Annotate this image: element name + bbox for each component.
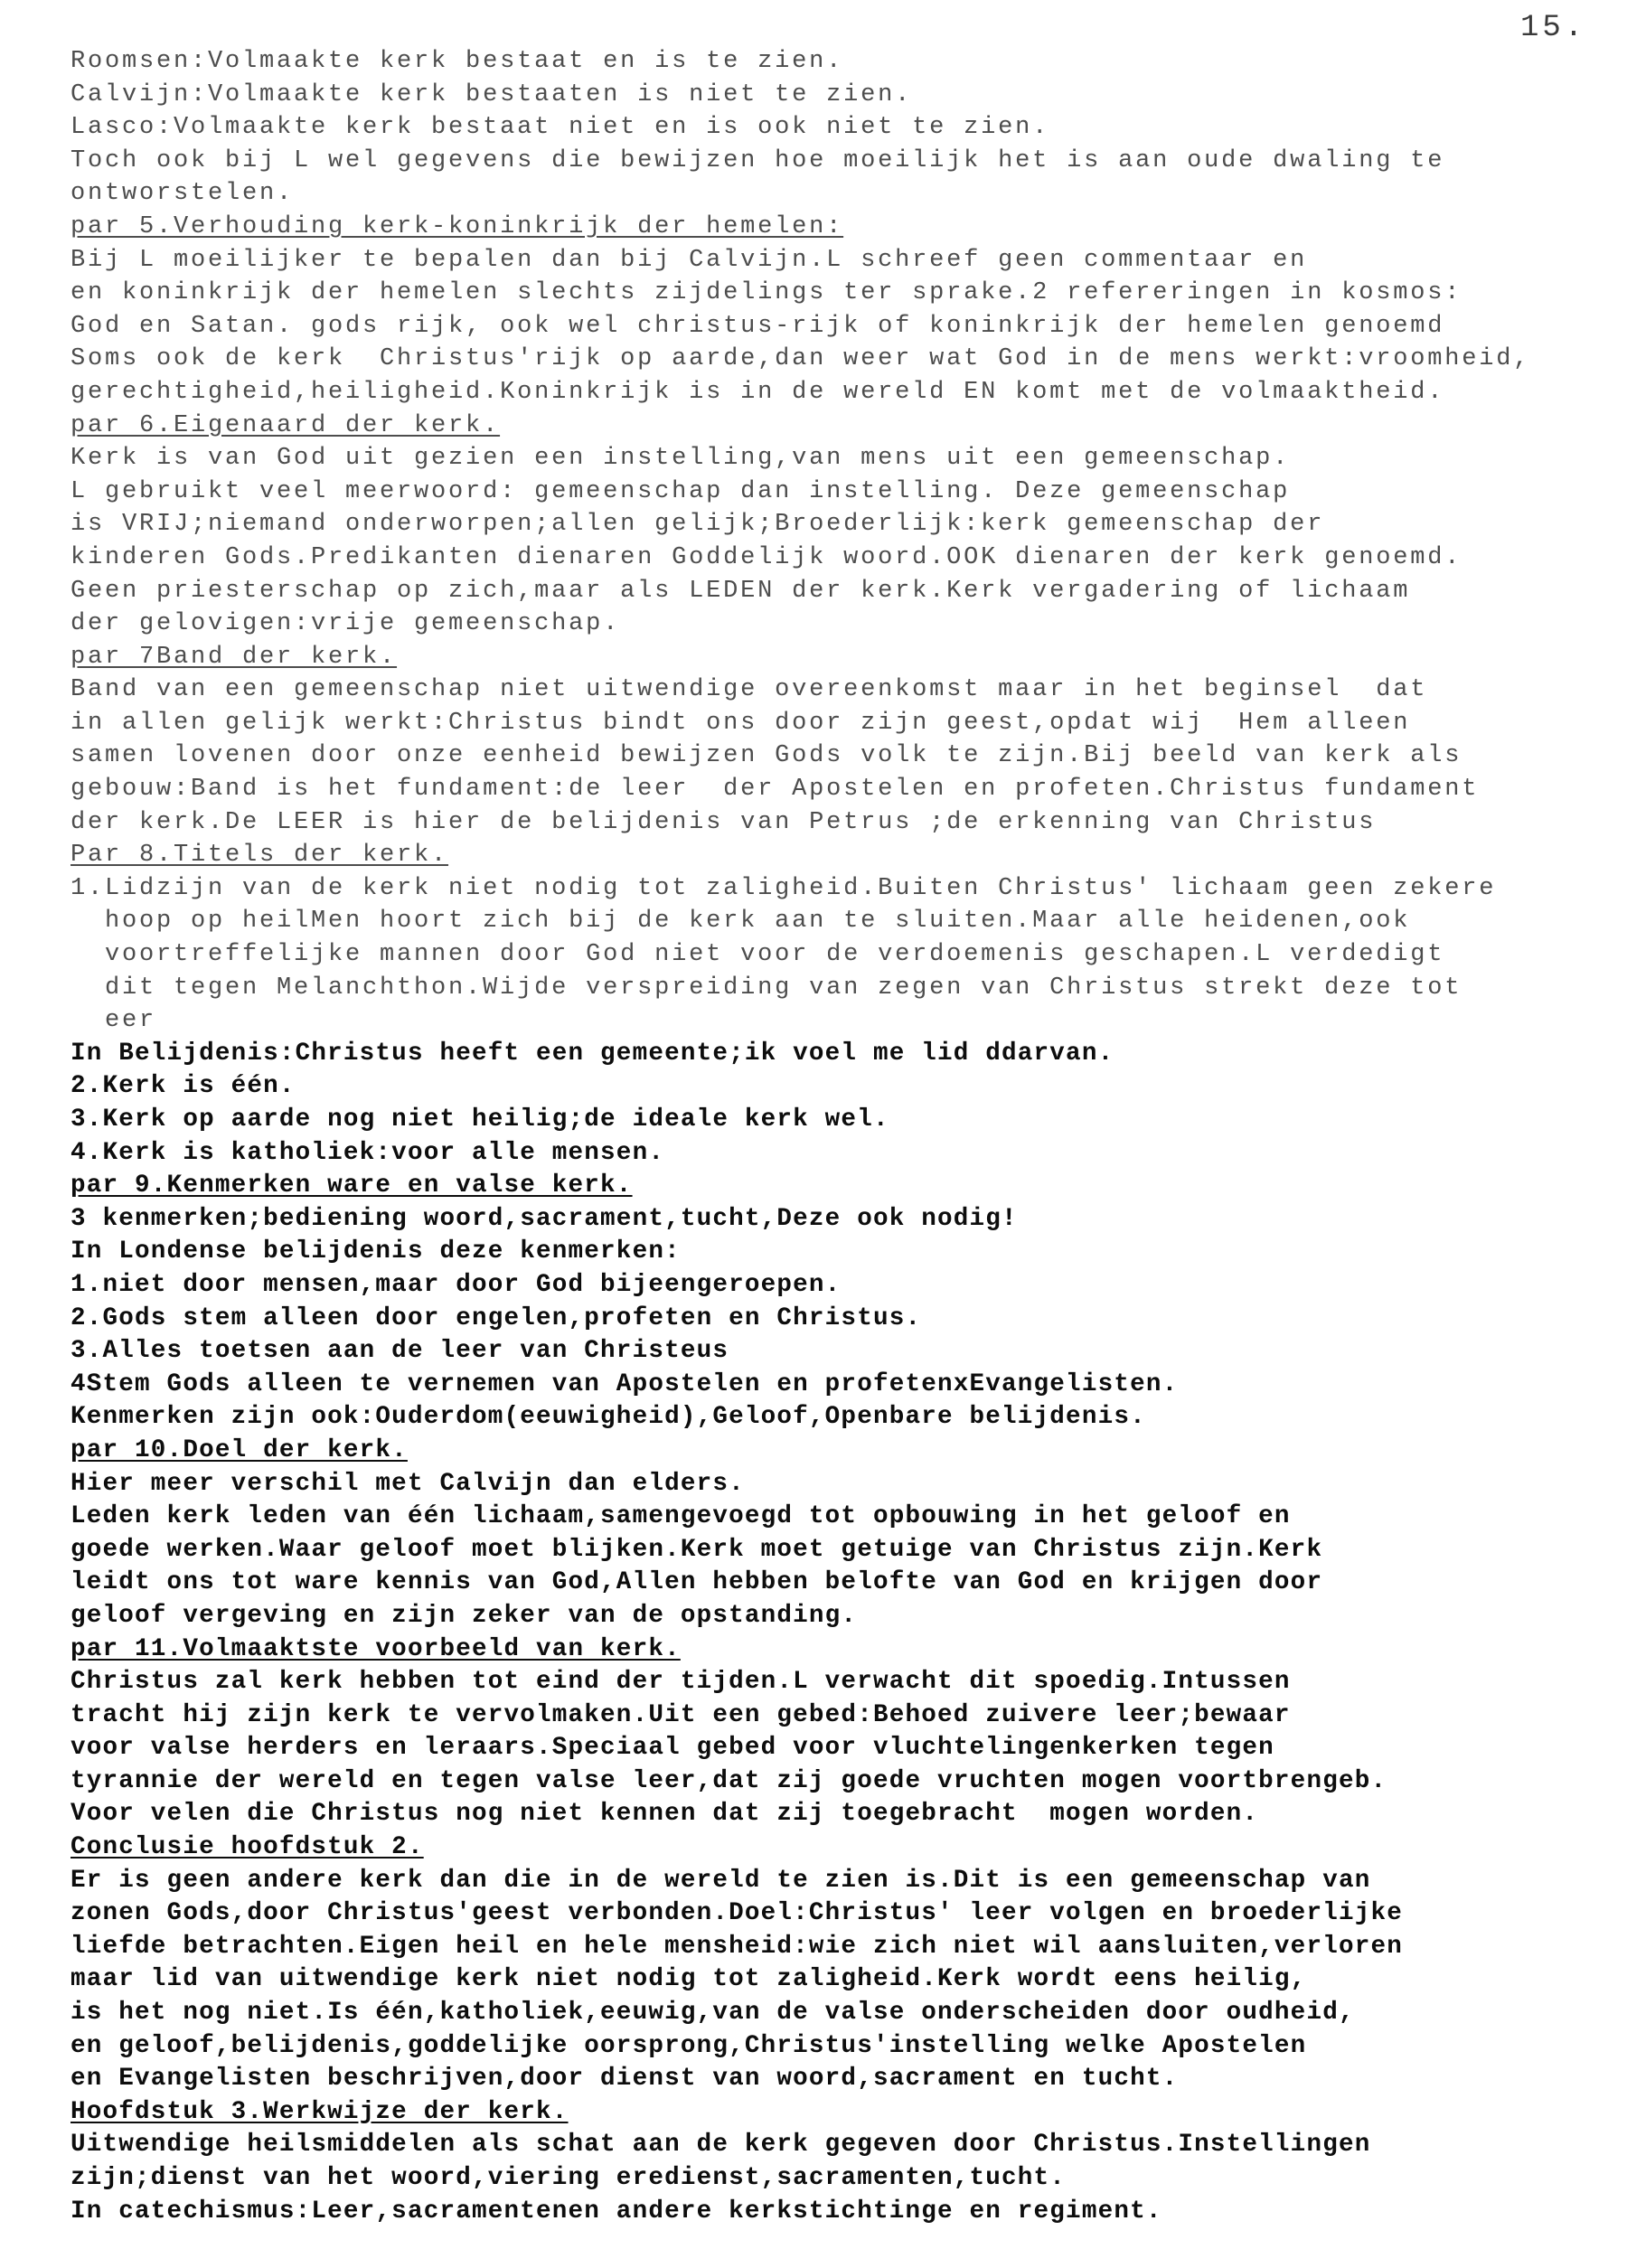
text-line: Christus zal kerk hebben tot eind der tijden.L verwacht dit spoedig.Intussen [71, 1668, 1291, 1697]
text-line: samen lovenen door onze eenheid bewijzen Gods volk te zijn.Bij beeld van kerk als [71, 742, 1462, 770]
text-line: en geloof,belijdenis,goddelijke oorsprong,Christus'instelling welke Apostelen [71, 2031, 1307, 2060]
text-line: voor valse herders en leraars.Speciaal gebed voor vluchtelingenkerken tegen [71, 1734, 1274, 1763]
text-line: goede werken.Waar geloof moet blijken.Kerk moet getuige van Christus zijn.Kerk [71, 1535, 1323, 1564]
text-line: Er is geen andere kerk dan die in de wereld te zien is.Dit is een gemeenschap van [71, 1866, 1371, 1895]
text-line: zonen Gods,door Christus'geest verbonden.Doel:Christus' leer volgen en broederlijke [71, 1899, 1403, 1928]
text-line: is het nog niet.Is één,katholiek,eeuwig,van de valse onderscheiden door oudheid, [71, 1999, 1355, 2028]
text-line: Band van een gemeenschap niet uitwendige overeenkomst maar in het beginsel dat [71, 676, 1428, 704]
section-heading: par 7Band der kerk. [71, 643, 398, 671]
text-line: 3 kenmerken;bediening woord,sacrament,tucht,Deze ook nodig! [71, 1204, 1018, 1233]
text-line: Hier meer verschil met Calvijn dan elders. [71, 1469, 745, 1498]
text-line: Geen priesterschap op zich,maar als LEDEN der kerk.Kerk vergadering of lichaam [71, 577, 1411, 605]
text-line: en Evangelisten beschrijven,door dienst van woord,sacrament en tucht. [71, 2065, 1179, 2094]
text-line: Voor velen die Christus nog niet kennen dat zij toegebracht mogen worden. [71, 1800, 1259, 1829]
text-line: voortreffelijke mannen door God niet voor de verdoemenis geschapen.L verdedigt [105, 941, 1445, 969]
text-line: tyrannie der wereld en tegen valse leer,dat zij goede vruchten mogen voortbrengeb. [71, 1766, 1387, 1795]
text-line: hoop op heilMen hoort zich bij de kerk aan te sluiten.Maar alle heidenen,ook [105, 908, 1411, 936]
text-line: In Belijdenis:Christus heeft een gemeente;ik voel me lid ddarvan. [71, 1039, 1114, 1068]
text-line: leidt ons tot ware kennis van God,Allen hebben belofte van God en krijgen door [71, 1568, 1323, 1597]
text-line: Bij L moeilijker te bepalen dan bij Calvijn.L schreef geen commentaar en [71, 246, 1308, 274]
text-line: Lasco:Volmaakte kerk bestaat niet en is ook niet te zien. [71, 114, 1050, 142]
text-line: Toch ook bij L wel gegevens die bewijzen hoe moeilijk het is aan oude dwaling te [71, 146, 1445, 174]
text-line: L gebruikt veel meerwoord: gemeenschap dan instelling. Deze gemeenschap [71, 477, 1291, 505]
text-line: gebouw:Band is het fundament:de leer der Apostelen en profeten.Christus fundament [71, 776, 1480, 804]
text-line: 2.Gods stem alleen door engelen,profeten en Christus. [71, 1303, 922, 1332]
text-line: liefde betrachten.Eigen heil en hele mensheid:wie zich niet wil aansluiten,verloren [71, 1932, 1403, 1961]
text-line: Leden kerk leden van één lichaam,samengevoegd tot opbouwing in het geloof en [71, 1502, 1291, 1531]
text-line: 1.niet door mensen,maar door God bijeengeroepen. [71, 1270, 842, 1299]
section-heading: par 6.Eigenaard der kerk. [71, 411, 501, 439]
text-line: ontworstelen. [71, 180, 295, 208]
text-line: der kerk.De LEER is hier de belijdenis van Petrus ;de erkenning van Christus [71, 808, 1377, 836]
text-line: 3.Alles toetsen aan de leer van Christeus [71, 1337, 729, 1366]
text-line: 3.Kerk op aarde nog niet heilig;de ideale kerk wel. [71, 1106, 889, 1134]
text-line: dit tegen Melanchthon.Wijde verspreiding van zegen van Christus strekt deze tot [105, 974, 1462, 1002]
section-heading: Par 8.Titels der kerk. [71, 842, 449, 870]
text-line: en koninkrijk der hemelen slechts zijdelings ter sprake.2 refereringen in kosmos: [71, 279, 1462, 307]
text-line: Kerk is van God uit gezien een instelling,van mens uit een gemeenschap. [71, 445, 1291, 473]
text-line: geloof vergeving en zijn zeker van de opstanding. [71, 1601, 858, 1630]
text-line: Roomsen:Volmaakte kerk bestaat en is te zien. [71, 48, 844, 75]
text-line: God en Satan. gods rijk, ook wel christus-rijk of koninkrijk der hemelen genoemd [71, 312, 1445, 340]
text-line: In catechismus:Leer,sacramentenen andere kerkstichtinge en regiment. [71, 2197, 1162, 2226]
section-heading: par 11.Volmaaktste voorbeeld van kerk. [71, 1634, 681, 1663]
text-line: 4Stem Gods alleen te vernemen van Apostelen en profetenxEvangelisten. [71, 1369, 1179, 1398]
text-line: Calvijn:Volmaakte kerk bestaaten is niet te zien. [71, 80, 913, 108]
text-line: 4.Kerk is katholiek:voor alle mensen. [71, 1138, 665, 1167]
text-line: kinderen Gods.Predikanten dienaren Goddelijk woord.OOK dienaren der kerk genoemd. [71, 543, 1462, 571]
text-line: maar lid van uitwendige kerk niet nodig tot zaligheid.Kerk wordt eens heilig, [71, 1965, 1307, 1994]
text-line: zijn;dienst van het woord,viering eredienst,sacramenten,tucht. [71, 2164, 1067, 2192]
section-heading: par 5.Verhouding kerk-koninkrijk der hemelen: [71, 212, 844, 240]
text-line: eer [105, 1007, 157, 1035]
text-line: gerechtigheid,heiligheid.Koninkrijk is in de wereld EN komt met de volmaaktheid. [71, 378, 1445, 406]
typed-text-body [71, 45, 1607, 2228]
page-number: 15. [1520, 11, 1587, 45]
text-line: Kenmerken zijn ook:Ouderdom(eeuwigheid),Geloof,Openbare belijdenis. [71, 1403, 1146, 1432]
section-heading: Conclusie hoofdstuk 2. [71, 1833, 424, 1862]
text-line: in allen gelijk werkt:Christus bindt ons door zijn geest,opdat wij Hem alleen [71, 709, 1411, 737]
text-line: Soms ook de kerk Christus'rijk op aarde,dan weer wat God in de mens werkt:vroomheid, [71, 345, 1531, 373]
text-line: is VRIJ;niemand onderworpen;allen gelijk;Broederlijk:kerk gemeenschap der [71, 511, 1325, 539]
text-line: In Londense belijdenis deze kenmerken: [71, 1238, 681, 1266]
text-line: der gelovigen:vrije gemeenschap. [71, 610, 621, 638]
text-line: 2.Kerk is één. [71, 1072, 296, 1101]
text-line: 1.Lidzijn van de kerk niet nodig tot zaligheid.Buiten Christus' lichaam geen zekere [71, 874, 1497, 902]
section-heading: par 10.Doel der kerk. [71, 1435, 408, 1464]
text-line: tracht hij zijn kerk te vervolmaken.Uit een gebed:Behoed zuivere leer;bewaar [71, 1700, 1291, 1729]
section-heading: Hoofdstuk 3.Werkwijze der kerk. [71, 2097, 569, 2126]
section-heading: par 9.Kenmerken ware en valse kerk. [71, 1172, 633, 1200]
text-line: Uitwendige heilsmiddelen als schat aan de kerk gegeven door Christus.Instellingen [71, 2131, 1371, 2160]
